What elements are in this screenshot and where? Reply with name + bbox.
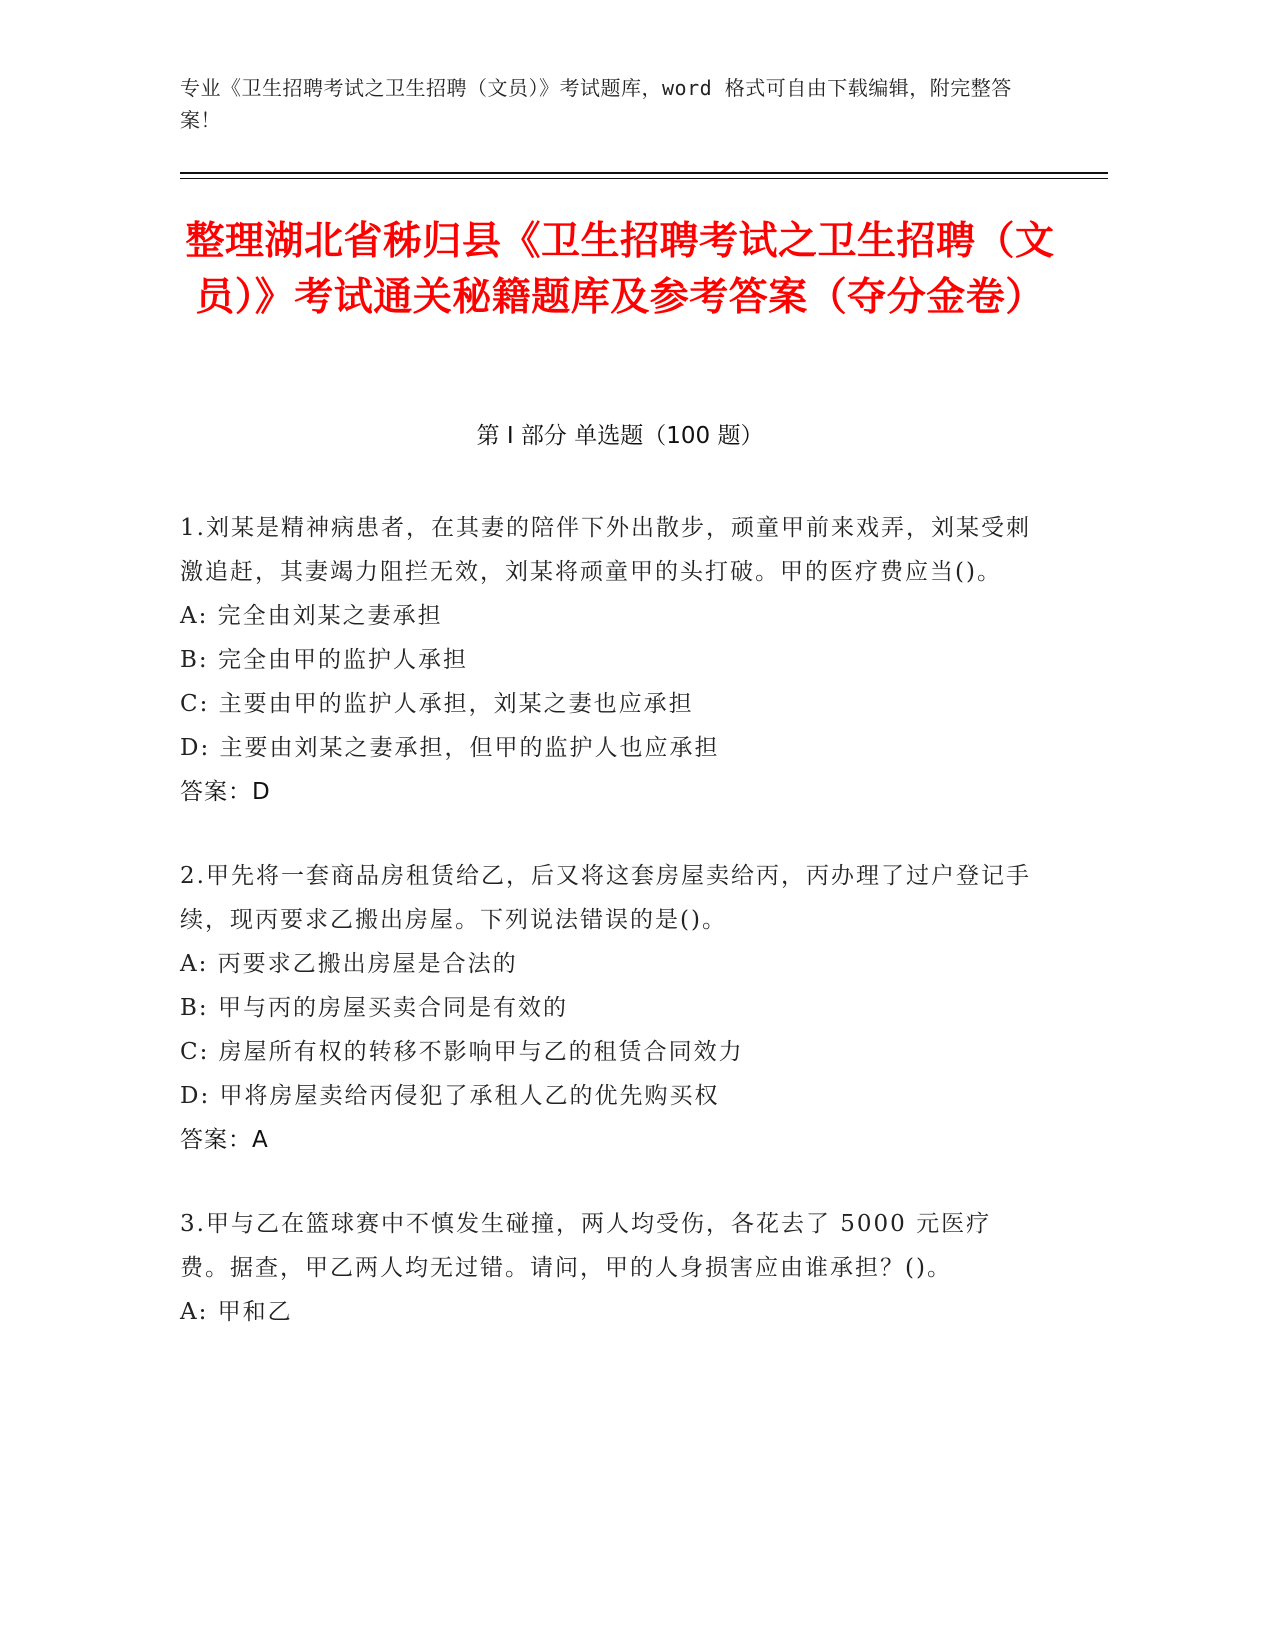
option-a: A: 完全由刘某之妻承担 bbox=[180, 603, 443, 629]
question-3 bbox=[180, 1202, 1040, 1334]
question-stem: 3.甲与乙在篮球赛中不慎发生碰撞，两人均受伤，各花去了 5000 元医疗费。据查，甲乙两人均无过错。请问，甲的人身损害应由谁承担？()。 bbox=[180, 1211, 992, 1281]
question-2 bbox=[180, 854, 1040, 1162]
option-b: B: 甲与丙的房屋买卖合同是有效的 bbox=[180, 995, 568, 1021]
option-b: B: 完全由甲的监护人承担 bbox=[180, 647, 468, 673]
answer: 答案：D bbox=[180, 779, 271, 805]
question-1 bbox=[180, 506, 1040, 814]
answer: 答案：A bbox=[180, 1127, 269, 1153]
option-c: C: 主要由甲的监护人承担，刘某之妻也应承担 bbox=[180, 691, 694, 717]
question-stem: 1.刘某是精神病患者，在其妻的陪伴下外出散步，顽童甲前来戏弄，刘某受刺激追赶，其妻竭力阻拦无效，刘某将顽童甲的头打破。甲的医疗费应当()。 bbox=[180, 515, 1031, 585]
header-rule-thin bbox=[180, 178, 1108, 179]
option-c: C: 房屋所有权的转移不影响甲与乙的租赁合同效力 bbox=[180, 1039, 744, 1065]
option-a: A: 丙要求乙搬出房屋是合法的 bbox=[180, 951, 518, 977]
option-d: D: 甲将房屋卖给丙侵犯了承租人乙的优先购买权 bbox=[180, 1083, 720, 1109]
header-rule-thick bbox=[180, 172, 1108, 174]
question-list bbox=[180, 506, 1040, 1374]
option-d: D: 主要由刘某之妻承担，但甲的监护人也应承担 bbox=[180, 735, 720, 761]
question-stem: 2.甲先将一套商品房租赁给乙，后又将这套房屋卖给丙，丙办理了过户登记手续，现丙要求乙搬出房屋。下列说法错误的是()。 bbox=[180, 863, 1031, 933]
header-note: 专业《卫生招聘考试之卫生招聘（文员）》考试题库，word 格式可自由下载编辑，附完整答案！ bbox=[180, 76, 1012, 132]
option-a: A: 甲和乙 bbox=[180, 1299, 293, 1325]
section-title: 第 I 部分 单选题（100 题） bbox=[476, 423, 764, 449]
document-title: 整理湖北省秭归县《卫生招聘考试之卫生招聘（文员）》考试通关秘籍题库及参考答案（夺分金卷） bbox=[185, 219, 1055, 320]
